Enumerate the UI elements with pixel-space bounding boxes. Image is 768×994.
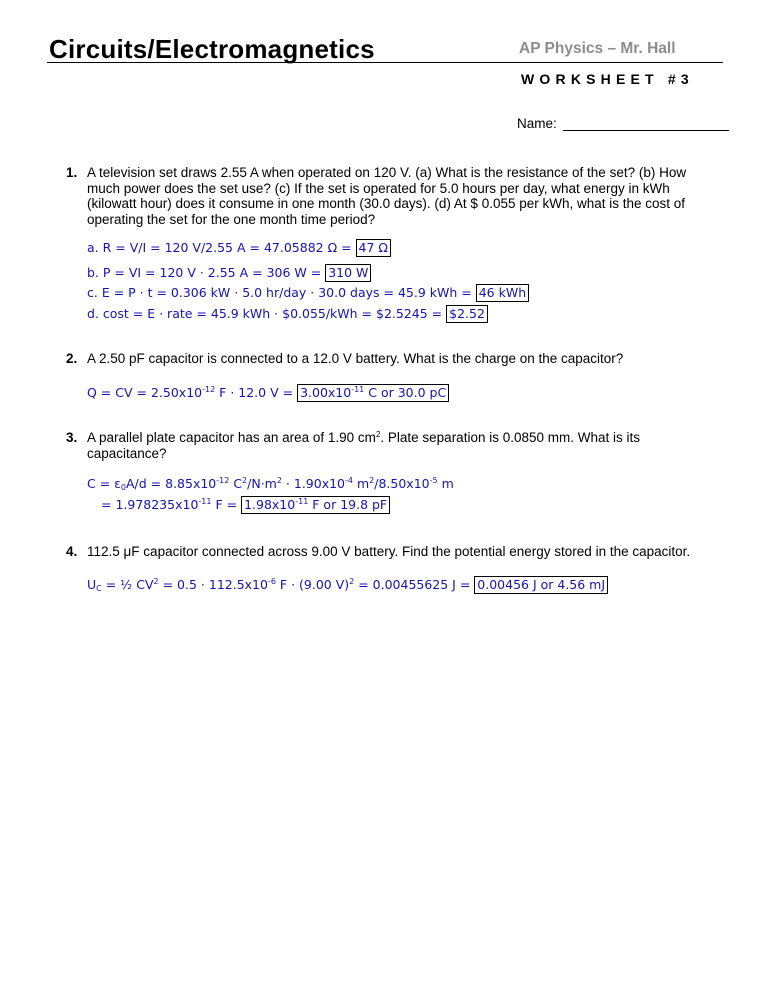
question-2 <box>66 351 702 367</box>
answer-3-line1 <box>87 476 454 491</box>
subscript: C <box>96 584 102 593</box>
answer-1a <box>87 239 391 257</box>
answer-work: · 1.90x10 <box>281 476 346 491</box>
answer-work: F = <box>211 497 242 512</box>
worksheet-number: WORKSHEET #3 <box>521 71 694 87</box>
question-number: 1. <box>66 165 78 180</box>
answer-work: /8.50x10 <box>374 476 430 491</box>
exponent: 2 <box>242 476 248 485</box>
exponent: 2 <box>375 430 381 439</box>
answer-1d <box>87 305 488 323</box>
answer-box: 46 kWh <box>476 284 529 302</box>
header-rule <box>47 62 723 63</box>
answer-box: 0.00456 J or 4.56 mJ <box>474 576 608 594</box>
exponent: -11 <box>351 385 365 394</box>
name-field <box>517 116 729 131</box>
question-3 <box>66 430 702 461</box>
answer-work: = 0.00455625 J = <box>354 577 475 592</box>
answer-work: C = ε <box>87 476 121 491</box>
answer-work: d. cost = E · rate = 45.9 kWh · $0.055/kWh = $2.5245 = <box>87 306 447 321</box>
answer-work: Q = CV = 2.50x10 <box>87 385 203 400</box>
question-text: 112.5 μF capacitor connected across 9.00 V battery. Find the potential energy stored in the capacitor. <box>87 544 691 559</box>
answer-4 <box>87 576 608 594</box>
answer-work: a. R = V/I = 120 V/2.55 A = 47.05882 Ω = <box>87 240 356 255</box>
exponent: -5 <box>429 476 438 485</box>
exponent: -11 <box>295 497 309 506</box>
result-value: 1.98x10 <box>244 497 296 512</box>
question-number: 4. <box>66 544 78 559</box>
answer-box <box>297 384 449 402</box>
question-number: 2. <box>66 351 78 366</box>
answer-work: C <box>229 476 243 491</box>
answer-work: m <box>353 476 370 491</box>
answer-1c <box>87 284 529 302</box>
answer-work: = 0.5 · 112.5x10 <box>158 577 268 592</box>
answer-box: $2.52 <box>446 305 488 323</box>
exponent: 2 <box>369 476 375 485</box>
answer-work: F · (9.00 V) <box>275 577 350 592</box>
answer-work: = 1.978235x10 <box>101 497 199 512</box>
answer-1b <box>87 264 371 282</box>
answer-box <box>241 496 390 514</box>
answer-box: 47 Ω <box>356 239 391 257</box>
question-text-part: . Plate separation is 0.0850 mm. What is its capacitance? <box>87 430 641 461</box>
answer-work: U <box>87 577 97 592</box>
worksheet-title: Circuits/Electromagnetics <box>49 34 375 64</box>
subscript: 0 <box>120 483 126 492</box>
exponent: 2 <box>349 577 355 586</box>
exponent: -11 <box>198 497 212 506</box>
result-value: C or 30.0 pC <box>364 385 447 400</box>
name-line[interactable] <box>563 117 729 131</box>
exponent: -6 <box>267 577 276 586</box>
result-value: F or 19.8 pF <box>308 497 388 512</box>
answer-3-line2 <box>101 496 390 514</box>
exponent: -12 <box>216 476 230 485</box>
question-text: A television set draws 2.55 A when operated on 120 V. (a) What is the resistance of the set? (b) How much power does the set use? (c) If the set is operated for 5.0 hours per day, what energy in kWh (kilowatt hour) does it consume in one month (30.0 days). (d) At $ 0.055 per kWh, what is the cost of operating the set for the one month time period? <box>87 165 687 227</box>
question-text-part: A parallel plate capacitor has an area of 1.90 cm <box>87 430 376 445</box>
answer-work: c. E = P · t = 0.306 kW · 5.0 hr/day · 30.0 days = 45.9 kWh = <box>87 285 476 300</box>
answer-box: 310 W <box>325 264 371 282</box>
question-text: A 2.50 pF capacitor is connected to a 12.0 V battery. What is the charge on the capacitor? <box>87 351 624 366</box>
answer-work: A/d = 8.85x10 <box>126 476 217 491</box>
answer-2 <box>87 384 449 402</box>
question-text <box>87 430 640 461</box>
answer-work: = ½ CV <box>101 577 154 592</box>
exponent: 2 <box>153 577 159 586</box>
result-value: 3.00x10 <box>300 385 352 400</box>
course-label: AP Physics – Mr. Hall <box>519 40 676 57</box>
answer-work: m <box>437 476 454 491</box>
name-label: Name: <box>517 116 557 131</box>
exponent: -12 <box>202 385 216 394</box>
exponent: 2 <box>276 476 282 485</box>
answer-work: F · 12.0 V = <box>215 385 298 400</box>
answer-work: b. P = VI = 120 V · 2.55 A = 306 W = <box>87 265 326 280</box>
question-1 <box>66 165 702 227</box>
question-4 <box>66 544 702 560</box>
exponent: -4 <box>345 476 353 485</box>
question-number: 3. <box>66 430 78 445</box>
answer-work: /N·m <box>247 476 277 491</box>
